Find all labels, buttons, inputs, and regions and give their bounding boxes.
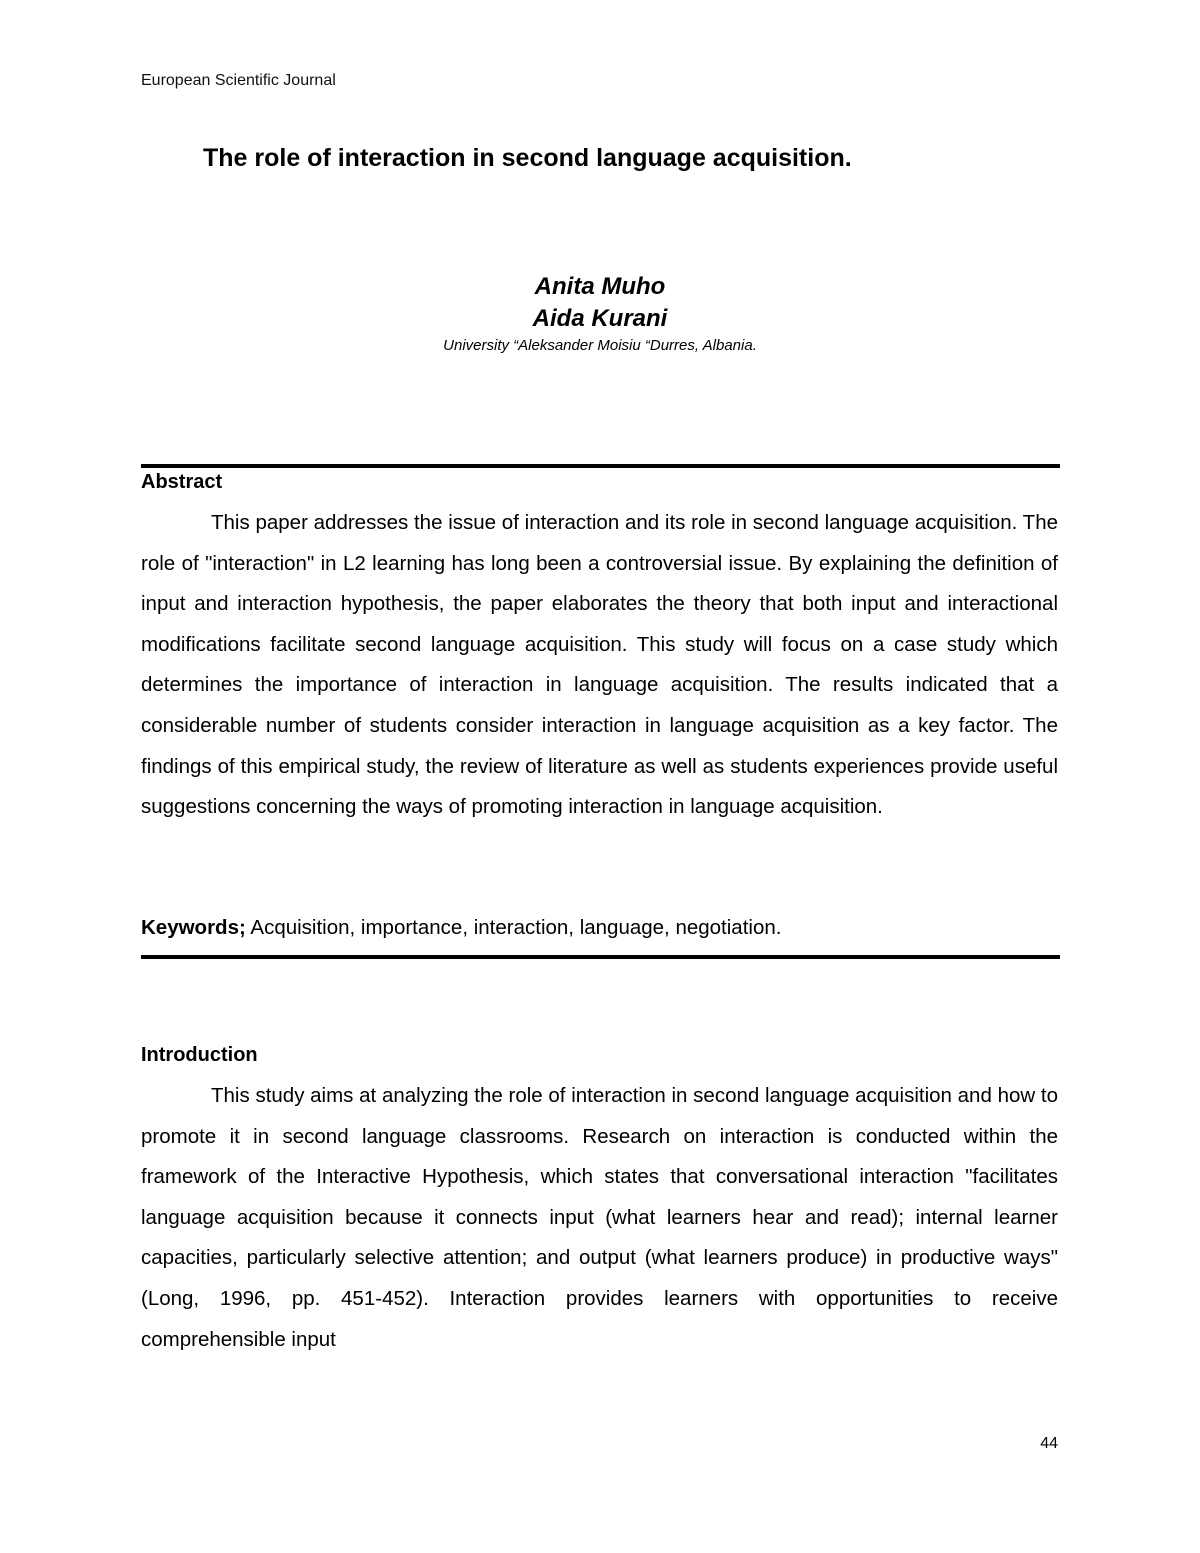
page-number: 44 [1040,1435,1058,1452]
introduction-paragraph: This study aims at analyzing the role of interaction in second language acquisition and how to promote it in second language classrooms. Research on interaction is conducted within the framework of the Interactive Hypothesis, which states that conversational interaction "facilitates language acquisition because it connects input (what learners hear and read); internal learner capacities, particularly selective attention; and output (what learners produce) in productive ways" (Long, 1996, pp. 451-452). Interaction provides learners with opportunities to receive comprehensible input [141,1084,1058,1351]
author-name: Aida Kurani [532,305,668,332]
abstract-paragraph: This paper addresses the issue of interaction and its role in second language acquisition. The role of "interaction" in L2 learning has long been a controversial issue. By explaining the definition of input and interaction hypothesis, the paper elaborates the theory that both input and interactional modifications facilitate second language acquisition. This study will focus on a case study which determines the importance of interaction in language acquisition. The results indicated that a considerable number of students consider interaction in language acquisition as a key factor. The findings of this empirical study, the review of literature as well as students experiences provide useful suggestions concerning the ways of promoting interaction in language acquisition. [141,511,1058,819]
author-name: Anita Muho [534,273,666,300]
introduction-heading: Introduction [141,1044,258,1066]
keywords-label: Keywords; [141,916,246,939]
abstract-bottom-rule [141,955,1060,959]
author-affiliation: University “Aleksander Moisiu “Durres, Albania. [443,337,757,354]
abstract-heading: Abstract [141,471,223,493]
paper-title: The role of interaction in second language acquisition. [203,144,852,172]
keywords-line [141,914,781,942]
journal-running-head: European Scientific Journal [141,72,336,89]
keywords-list: Acquisition, importance, interaction, language, negotiation. [250,916,782,939]
author-block [0,271,1200,357]
abstract-top-rule [141,464,1060,468]
